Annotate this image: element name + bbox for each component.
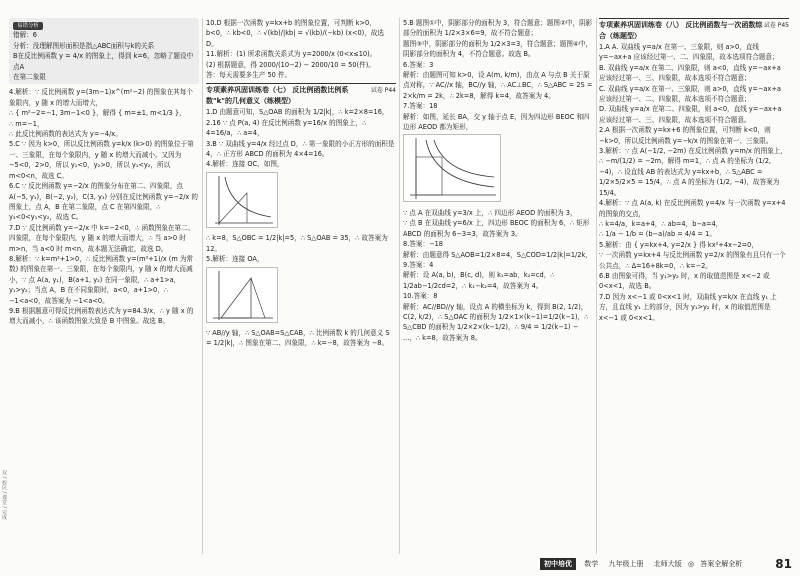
answer-paragraph: ∴ m=−1， [9, 119, 44, 128]
answer-paragraph: 解析：设 A(a, b)，B(c, d)，则 k₁=ab，k₂=cd，∴ 1/2ab−1/2cd=2，∴ k₁−k₂=4，故答案为 4。 [403, 271, 555, 290]
answer-paragraph: 解析：如图，延长 BA，交 y 轴于点 E，因为四边形 BEOC 和四边形 AEOD 都为矩形， [403, 112, 590, 132]
answer-paragraph: 4.解析：∵ 反比例函数 y=(3m−1)x^(m²−2) 的图象在其每个象限内，y 随 x 的增大而增大， [9, 88, 193, 107]
brand-logo: 初中培优 [540, 558, 576, 570]
footer-edition: 北师大版 [653, 560, 682, 568]
answer-paragraph: ∴ 1/a − 1/b = (b−a)/ab = 4/4 = 1。 [599, 230, 716, 239]
section-heading [599, 18, 789, 42]
tip-line: B在反比例函数 y = 4/x 的图象上，得到 k=6，忽略了题设中点A [13, 52, 194, 71]
column-divider [399, 18, 400, 554]
answer-paragraph: 4.解析：连接 OC，如图， [206, 160, 284, 169]
answer-paragraph: 4.解析：∵ 点 A(a, k) 在反比例函数 y=4/x 与一次函数 y=x+4 的图象的交点， [599, 199, 786, 218]
bullet-icon: ◎ [687, 560, 695, 568]
page-footer [540, 556, 800, 572]
answer-paragraph: C. 双曲线 y=a/x 在第一、三象限，则 a>0，直线 y=−ax+a 应该经过第一、二、四象限，故本选项不符合题意； [599, 84, 781, 104]
page-number: 81 [775, 557, 792, 571]
answer-paragraph: 9.B 根据题意可得反比例函数表达式为 y=84.3/x，∴ y 随 x 的增大而减小，∴ 该函数图象大致是 B 中图象。故选 B。 [9, 306, 194, 326]
answer-paragraph: 答：每天需要多生产 50 件。 [206, 71, 292, 80]
two-hyperbola-figure [403, 134, 501, 202]
answer-paragraph: 11.解析：(1) 所求函数关系式为 y=2000/x (0<x≤10)。 [206, 50, 377, 59]
answer-paragraph: 5.C ∵ 因为 k>0，所以反比例函数 y=k/x (k>0) 的图象位于第一、三象限，在每个象限内，y 随 x 的增大而减小。又因为 −5<0，2>0，所以 y₁<0，y₂>0，所以 y₁<y₂，所以 m<0<n，故选 C。 [9, 140, 194, 180]
section-title: 专项素养巩固训练卷（七） 反比例函数比例系数"k"的几何意义（练模型） [206, 86, 349, 106]
answer-paragraph: ∴ { m²−2=−1, 3m−1<0 }，解得 { m=±1, m<1/3 }， [9, 109, 186, 118]
answer-paragraph: ∵ 一次函数 y=kx+4 与反比例函数 y=2/x 的图象有且只有一个公共点，∴ Δ=16+8k=0，∴ k=−2。 [599, 251, 786, 270]
answer-paragraph: 7.D ∵ 反比例函数 y=−2/x 中 k=−2<0，∴ 函数图象在第二、四象限，在每个象限内，y 随 x 的增大而增大，∴ 当 a>0 时 m>n，当 a<0 时 m<n，故本题无法确定，故选 D。 [9, 223, 195, 253]
tip-line: 在第二象限 [13, 73, 46, 82]
answer-paragraph: (2) 根据题意，得 2000/(10−2) − 2000/10 = 50(件)。 [206, 60, 375, 69]
section-page-ref: 试卷 P44 [370, 87, 396, 95]
error-analysis-box [9, 18, 199, 84]
triangle-figure [206, 267, 278, 323]
answer-paragraph: 10.答案：8 [403, 292, 438, 301]
column-4 [599, 18, 789, 554]
answer-paragraph: 7.D 因为 x<−1 或 0<x<1 时，双曲线 y=k/x 在直线 y₁ 上方，且直线 y₁ 上的部分，因为 y₁>y₂ 时，x 的取值范围是 x<−1 或 0<x<1。 [599, 292, 777, 322]
section-title: 专项素养巩固训练卷（八） 反比例函数与一次函数综合（练题型） [599, 21, 763, 40]
answer-paragraph: 题图③中，阴影部分的面积为 1/2×3=3，符合题意；题图④中，阴影部分的面积为 4，不符合题意。故选 B。 [403, 39, 593, 59]
column-divider [202, 18, 203, 554]
answer-paragraph: ∵ 点 A 在双曲线 y=3/x 上，∴ 四边形 AEOD 的面积为 3， [403, 208, 577, 217]
side-tab: 双 / 校区 / 课堂 / 完成 [1, 470, 7, 520]
column-2 [206, 18, 396, 554]
answer-paragraph: 8.解析：∵ k=m²+1>0，∴ 反比例函数 y=(m²+1)/x (m 为常数) 的图象在第一、三象限，在每个象限内，y 随 x 的增大而减小，∵ 点 A(a, y₁)，B(a+1, y₂) 在同一象限，∴ a+1>a，y₁>y₂；当点 A，B 在不同象限时，a<0，a+1>0，∴ −1<a<0，故答案为 −1<a<0。 [9, 254, 194, 305]
answer-paragraph: ∴ k=4/a，k=a+4，∴ ab=4，b−a=4， [599, 219, 723, 228]
answer-paragraph: 6.C ∵ 反比例函数 y=−2/x 的图象分布在第二、四象限，点 A(−5, y₁)，B(−2, y₂)，C(3, y₃) 分别在反比例函数 y=−2/x 的图象上，点 A，B 在第二象限，点 C 在第四象限，∴ y₃<0<y₁<y₂，故选 C。 [9, 182, 199, 222]
column-3 [403, 18, 593, 554]
answer-paragraph: 5.B 题图①中，阴影部分的面积为 3，符合题意；题图②中，阴影部分的面积为 1/2×3×6=9，故不符合题意； [403, 19, 593, 38]
answer-paragraph: 5.解析：连接 OA， [206, 255, 264, 264]
answer-paragraph: ∵ AB//y 轴，∴ S△OAB=S△CAB，∴ 比例函数 k 的几何意义 S = 1/2|k|，∴ 图象在第二、四象限，∴ k=−8，故答案为 −8。 [206, 328, 390, 348]
answer-paragraph: D. 双曲线 y=a/x 在第二、四象限，则 a<0，直线 y=−ax+a 应该经过第一、三、四象限，故本选项不符合题意。 [599, 105, 782, 124]
section-page-ref: 试卷 P45 [763, 22, 789, 29]
answer-paragraph: 1.D 由题意可知，S△OAB 的面积为 1/2|k|，∴ k=2×8=16， [206, 108, 389, 117]
answer-paragraph: ∴ k=8，S△OBC = 1/2|k|=5，∴ S△OAB = 35，∴ 故答案为 12。 [206, 234, 388, 253]
answer-paragraph: 解析：由题意得 S△AOB=1/2×8=4，S△COD=1/2|k|=1/2k， [403, 250, 592, 259]
answer-paragraph: 5.解析：由 { y=kx+4, y=2/x } 得 kx²+4x−2=0， [599, 240, 758, 249]
answer-paragraph: ∴ −m/(1/2) = −2m，解得 m=1，∴ 点 A 的坐标为 (1/2, −4)，∴ 设直线 AB 的表达式为 y=kx+b，∴ S△ABC = 1/2×5/2×5 = 15/4，∴ 点 A 的坐标为 (1/2, −4)，故答案为 15/4。 [599, 157, 780, 197]
answer-paragraph: 2.16 ∵ 点 P(a, 4) 在反比例函数 y=16/x 的图象上，∴ 4=16/a，∴ a=4， [206, 118, 367, 138]
footer-note: 答案全解全析 [700, 560, 743, 568]
answer-paragraph: 2.A 根据一次函数 y=kx+6 的图象位置，可判断 k<0，则 −k>0，所以反比例函数 y=−k/x 的图象在第一、三象限。 [599, 126, 773, 145]
answer-paragraph: B. 双曲线 y=a/x 在第二、四象限，则 a<0，直线 y=−ax+a 应该经过第一、三、四象限，故本选项不符合题意； [599, 63, 781, 83]
answer-paragraph: ∵ 点 B 在双曲线 y=6/x 上，四边形 BEOC 的面积为 6，∴ 矩形 ABCD 的面积为 6−3=3，故答案为 3。 [403, 219, 590, 238]
answer-paragraph: 3.B ∵ 双曲线 y=4/x 经过点 D，∴ 第一象限的小正方形的面积是 4，∴ 正方形 ABCD 的面积为 4×4=16。 [206, 139, 395, 159]
tip-line: 错解：6 [13, 31, 37, 40]
answer-paragraph: 9.答案：4 [403, 260, 434, 269]
answer-paragraph: 3.解析：∵ 点 A(−1/2, −2m) 在反比例函数 y=m/x 的图象上， [599, 147, 787, 156]
answer-paragraph: 6.答案：3 [403, 60, 434, 69]
answer-paragraph: 1.A A. 双曲线 y=a/x 在第一、三象限，则 a>0，直线 y=−ax+a 应该经过第一、二、四象限，故本选项符合题意； [599, 43, 779, 62]
error-analysis-header: 易错分析 [13, 22, 43, 30]
column-1 [9, 18, 199, 554]
answer-paragraph: 10.D 根据一次函数 y=kx+b 的图象位置，可判断 k>0，b<0，∴ kb<0，∴ √(kb)/|kb| = √(kb)/(−kb) (x<0)，故选 D。 [206, 19, 385, 48]
footer-subject: 数学 [584, 560, 599, 568]
answer-paragraph: 解析：AC//BD//y 轴，设点 A 的横坐标为 k，得到 B(2, 1/2)，C(2, k/2)，∴ S△OAC 的面积为 1/2×1×(k−1)=1/2(k−1)，∴ S△CBD 的面积为 1/2×2×(k−1/2)，∴ 9/4 = 1/2(k−1) − ...，∴ k=8，故答案为 8。 [403, 302, 589, 342]
section-heading [206, 83, 396, 107]
hyperbola-figure [206, 172, 278, 228]
answer-paragraph: 8.答案：−18 [403, 240, 443, 249]
tip-line: 分析：没理解图形面积是指△ABC面积与k的关系 [13, 41, 155, 50]
answer-paragraph: 解析：由题图可知 k>0，设 A(m, k/m)，由点 A 与点 B 关于原点对称，∵ AC//x 轴，BC//y 轴，∴ AC⊥BC，∴ S△ABC = 2S = 2×k/m = 2k，∴ 2k=8，解得 k=4，故答案为 4。 [403, 71, 593, 100]
column-divider [596, 18, 597, 554]
answer-paragraph: 7.答案：18 [403, 102, 438, 111]
footer-grade: 九年级上册 [608, 560, 644, 568]
answer-paragraph: ∴ 此反比例函数的表达式为 y=−4/x。 [9, 130, 122, 139]
answer-paragraph: 6.B 由图象可得，当 y₁>y₂ 时，x 的取值范围是 x<−2 或 0<x<1，故选 B。 [599, 271, 770, 291]
